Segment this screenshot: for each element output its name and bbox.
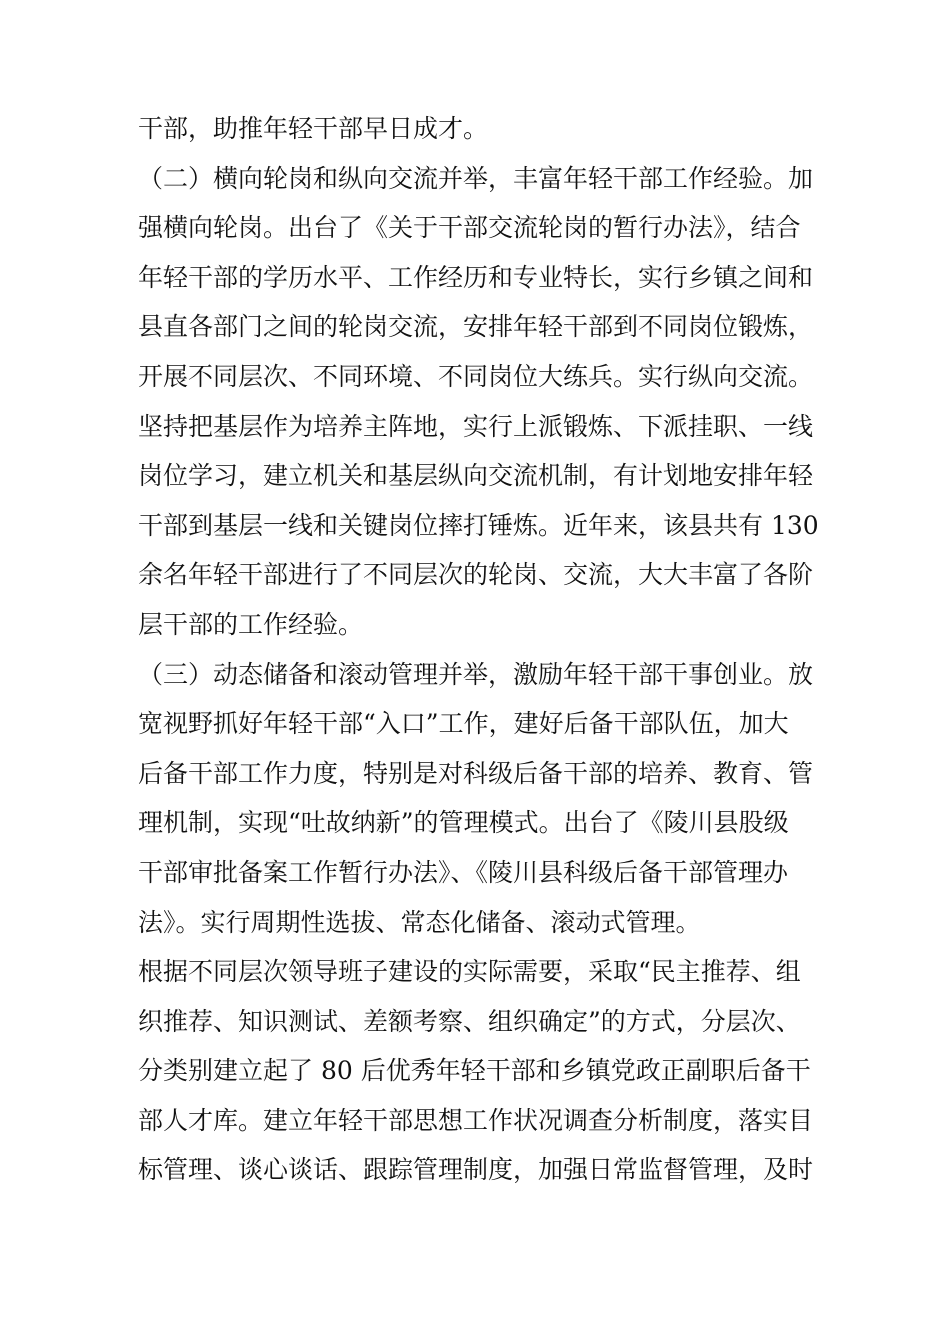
text-line: 干部，助推年轻干部早日成才。	[138, 114, 489, 143]
text-line: 分类别建立起了 80 后优秀年轻干部和乡镇党政正副职后备干	[138, 1056, 811, 1086]
text-line: 部人才库。建立年轻干部思想工作状况调查分析制度，落实目	[138, 1105, 814, 1135]
text-line: 县直各部门之间的轮岗交流，安排年轻干部到不同岗位锻炼，	[138, 312, 814, 342]
text-line: （二）横向轮岗和纵向交流并举，丰富年轻干部工作经验。加	[138, 163, 814, 193]
text-line: 根据不同层次领导班子建设的实际需要，采取“民主推荐、组	[138, 957, 801, 987]
text-line: 后备干部工作力度，特别是对科级后备干部的培养、教育、管	[138, 758, 814, 788]
text-line: 标管理、谈心谈话、跟踪管理制度，加强日常监督管理，及时	[138, 1155, 814, 1185]
text-line: 干部到基层一线和关键岗位摔打锤炼。近年来，该县共有 130	[138, 510, 819, 540]
text-line: 层干部的工作经验。	[138, 609, 364, 639]
text-line: 宽视野抓好年轻干部“入口”工作，建好后备干部队伍，加大	[138, 709, 789, 739]
text-line: 干部审批备案工作暂行办法》、《陵川县科级后备干部管理办	[138, 857, 789, 887]
text-line: 坚持把基层作为培养主阵地，实行上派锻炼、下派挂职、一线	[138, 411, 814, 441]
text-line: 强横向轮岗。出台了《关于干部交流轮岗的暂行办法》，结合	[138, 213, 801, 243]
text-line: （三）动态储备和滚动管理并举，激励年轻干部干事创业。放	[138, 659, 814, 689]
text-line: 理机制，实现“吐故纳新”的管理模式。出台了《陵川县股级	[138, 808, 789, 838]
text-line: 织推荐、知识测试、差额考察、组织确定”的方式，分层次、	[138, 1006, 801, 1036]
text-line: 岗位学习，建立机关和基层纵向交流机制，有计划地安排年轻	[138, 461, 814, 491]
text-line: 余名年轻干部进行了不同层次的轮岗、交流，大大丰富了各阶	[138, 560, 814, 590]
text-line: 年轻干部的学历水平、工作经历和专业特长，实行乡镇之间和	[138, 262, 814, 292]
text-line: 开展不同层次、不同环境、不同岗位大练兵。实行纵向交流。	[138, 361, 814, 391]
text-line: 法》。实行周期性选拔、常态化储备、滚动式管理。	[138, 907, 701, 937]
body-text	[138, 104, 838, 1195]
